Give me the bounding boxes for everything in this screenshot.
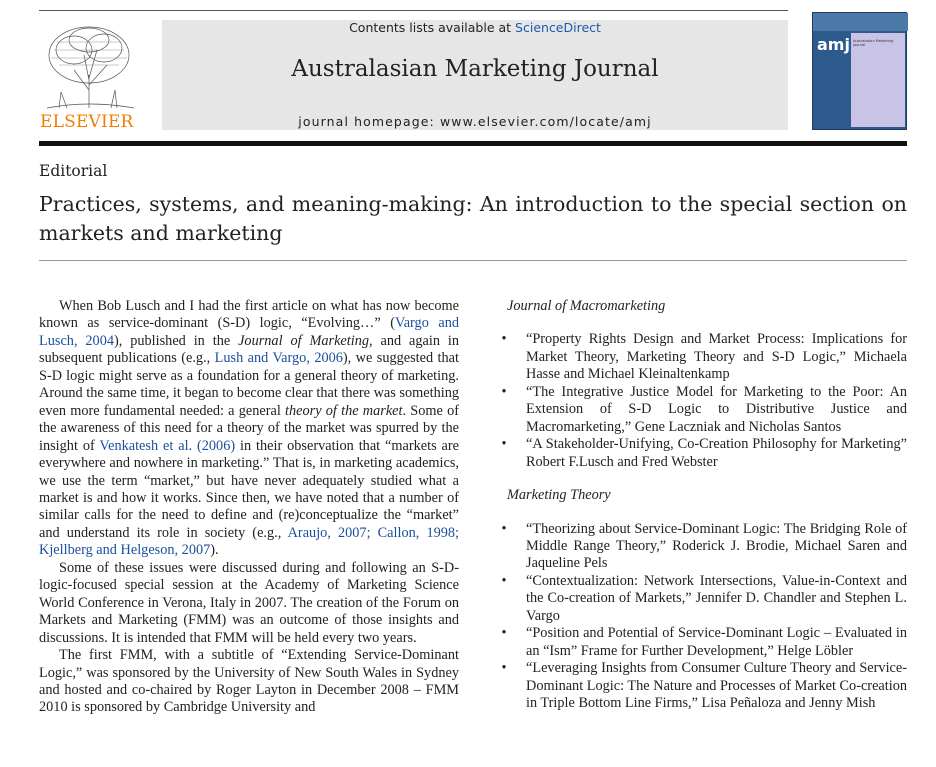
bullet-icon: • [501,625,507,642]
citation-link[interactable]: Araujo, 2007; Callon, 1998; Kjellberg and Helgeson, 2007 [39,524,460,559]
journal-title: Australasian Marketing Journal [291,56,659,82]
body-paragraph-1 [39,298,459,560]
header-divider [39,141,907,146]
text-run: and again in subsequent publications (e.g., [39,332,459,367]
cover-panel [851,33,905,127]
journal-cover-thumbnail[interactable] [812,12,907,130]
list-item [499,573,907,625]
text-run: ). [210,542,219,559]
journal-homepage [162,114,788,129]
list-item-text: “Contextualization: Network Intersections, Value-in-Context and the Co-creation of Markets,” Jennifer D. Chandler and Stephen L. Vargo [526,572,907,624]
homepage-link[interactable]: www.elsevier.com/locate/amj [439,114,652,129]
body-paragraph-2: Some of these issues were discussed during and following an S-D-logic-focused special session at the Academy of Marketing Science World Conference in Verona, Italy in 2007. The creation of the Forum on Markets and Marketing (FMM) was an outcome of those insights and discussions. It is intended that FMM will be held every two years. [39,559,459,646]
list-item-text: “Leveraging Insights from Consumer Culture Theory and Service-Dominant Logic: The Nature and Processes of Market Co-creation in Triple Bottom Line Firms,” Lisa Peñaloza and Jenny Mish [526,660,907,712]
list-item-text: “A Stakeholder-Unifying, Co-Creation Philosophy for Marketing” Robert F.Lusch and Fred Webster [526,436,907,470]
contents-prefix: Contents lists available at [349,20,516,35]
section-label: Editorial [39,162,108,180]
bullet-icon: • [501,520,507,537]
bullet-icon: • [501,572,507,589]
list-item [499,660,907,712]
subsection-heading: Journal of Macromarketing [507,298,666,314]
article-title: Practices, systems, and meaning-making: An introduction to the special section on markets and marketing [39,192,907,245]
text-run: in their observation that “markets are everywhere and nowhere in marketing.” That is, in marketing academics, we use the term “market,” but have never adequately studied what a market is and how it works. Since then, we have noted that a number of similar calls for the need to define and (re)conceptualize the “market” and understand its role in society (e.g., [39,437,459,541]
cover-abbrev: amj [817,35,850,54]
citation-link[interactable]: Venkatesh et al. (2006) [99,437,236,454]
article-list [499,331,907,471]
list-item-text: “Property Rights Design and Market Process: Implications for Market Theory, Marketing Theory and S-D Logic,” Michaela Hasse and Michael Kleinaltenkamp [526,331,907,383]
citation-link[interactable]: Vargo and Lusch, 2004 [39,315,459,349]
top-rule [39,10,788,11]
article-list [499,521,907,713]
journal-name: Journal of Marketing, [238,332,373,349]
emphasis: theory of the market [285,402,403,419]
elsevier-wordmark[interactable]: ELSEVIER [40,112,134,132]
text-run: ), published in the [114,332,239,349]
citation-link[interactable]: Lush and Vargo, 2006 [214,350,343,367]
list-item-text: “Theorizing about Service-Dominant Logic: The Bridging Role of Middle Range Theory,” Roderick J. Brodie, Michael Saren and Jaqueline Pels [526,520,907,572]
bullet-icon: • [501,660,507,677]
body-paragraph-3: The first FMM, with a subtitle of “Extending Service-Dominant Logic,” was sponsored by the University of New South Wales in Sydney and hosted and co-chaired by Roger Layton in December 2008 – FMM 2010 is sponsored by Cambridge University and [39,647,459,716]
subsection-heading: Marketing Theory [507,487,611,504]
title-divider [39,260,907,261]
list-item [499,521,907,573]
list-item [499,625,907,660]
right-column [499,298,907,712]
bullet-icon: • [501,383,507,400]
homepage-prefix: journal homepage: [298,114,440,129]
list-item [499,384,907,436]
list-item-text: “The Integrative Justice Model for Marketing to the Poor: An Extension of S-D Logic to Distributive Justice and Macromarketing,” Gene Laczniak and Nicholas Santos [526,383,907,435]
list-item-text: “Position and Potential of Service-Dominant Logic – Evaluated in an “Ism” Frame for Further Development,” Helge Löbler [526,625,907,659]
bullet-icon: • [501,436,507,453]
sciencedirect-link[interactable]: ScienceDirect [515,20,601,35]
cover-title: Australasian Marketing Journal [853,39,894,47]
spacer [499,471,907,487]
bullet-icon: • [501,331,507,348]
list-item [499,331,907,383]
list-item [499,436,907,471]
text-run: . Some of the awareness of this need for a theory of the market was spurred by the insight of [39,402,459,454]
cover-band [813,13,908,31]
contents-line [162,20,788,36]
text-run: ), we suggested that S-D logic might serve as a foundation for a general theory of marketing. Around the same time, it began to become clear that there was something even more fundamental needed: a general [39,350,459,419]
left-column [39,298,459,717]
text-run: When Bob Lusch and I had the first article on what has now become known as service-dominant (S-D) logic, “Evolving…” ( [39,298,459,332]
